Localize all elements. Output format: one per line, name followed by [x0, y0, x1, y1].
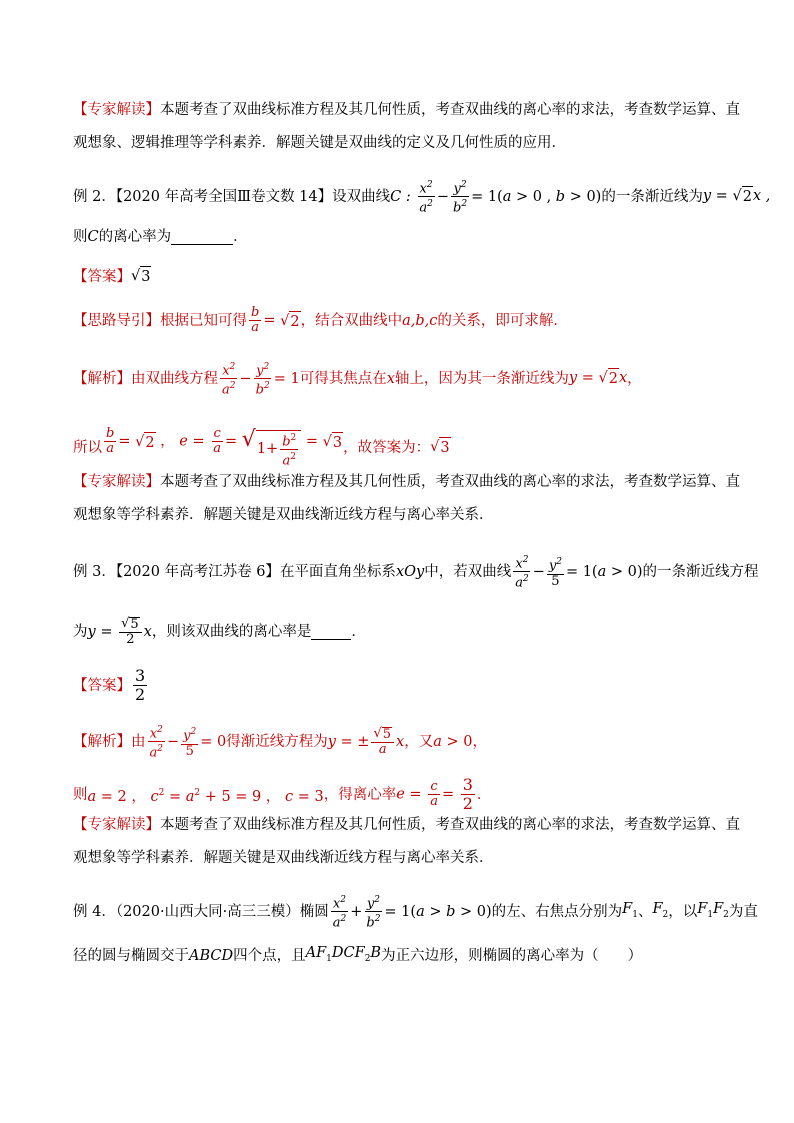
idea-tag: 【思路导引】 [73, 312, 160, 329]
question-text: 的一条渐近线为 [601, 188, 703, 205]
math-expr: √ 3 [430, 439, 450, 457]
expert-text: 本题考查了双曲线标准方程及其几何性质，考查双曲线的离心率的求法，考查数学运算、直 [160, 817, 740, 833]
question-text: 的一条渐近线方程 [642, 563, 759, 580]
analysis-text: ，又 [404, 733, 434, 750]
analysis-text: ，故答案为： [343, 439, 431, 456]
analysis-text: ， [472, 733, 487, 750]
analysis-text: 所以 [73, 439, 102, 456]
analysis-text: ． [476, 786, 492, 803]
expert-text: 观想象、逻辑推理等学科素养．解题关键是双曲线的定义及几何性质的应用． [73, 135, 566, 151]
question-text: 中，若双曲线 [424, 563, 512, 580]
question-text: 椭圆 [299, 903, 329, 920]
question-text: 径的圆与椭圆交于 [73, 947, 189, 964]
math-expr: $F_2$ [652, 900, 669, 920]
example2-analysis-line2 [73, 427, 723, 468]
example3-analysis-line2 [73, 776, 723, 813]
example-label: 例 4．（2020·山西大同·高三三模） [73, 903, 300, 920]
example2-idea [73, 306, 723, 335]
math-expr: $\frac{x^2}{a^2}$ − $\frac{y^2}{b^2}$ = 1 [222, 362, 300, 398]
expert-text: 本题考查了双曲线标准方程及其几何性质，考查双曲线的离心率的求法，考查数学运算、直 [160, 474, 740, 490]
analysis-text: 轴上，因为其一条渐近线为 [394, 370, 569, 387]
example3-question-line2 [73, 617, 723, 647]
idea-text: 的关系，即可求解． [437, 312, 568, 329]
analysis-text: 可得其焦点在 [299, 370, 387, 387]
analysis-tag: 【解析】 [73, 733, 131, 750]
example2-expert-line2 [73, 505, 723, 525]
math-expr: $AF_1DCF_2B$ [305, 945, 382, 964]
math-expr: a > 0 [433, 733, 473, 750]
math-expr: C [87, 229, 99, 245]
question-text: ． [233, 229, 248, 245]
math-expr: $\frac{x^2}{a^2}$ − $\frac{y^2}{5}$ = 1(a > 0) [515, 555, 643, 591]
question-text: 为 [73, 624, 88, 640]
math-expr: $\frac{b}{a}$ = √ 2 ， e = $\frac{c}{a}$ = √ 1+ $\frac{b^2}{a^2}$ = √ 3 [106, 426, 343, 469]
example-label: 例 2．【2020 年高考全国Ⅲ卷文数 14】 [73, 188, 333, 205]
math-expr: x [386, 370, 395, 387]
analysis-tag: 【解析】 [73, 370, 131, 387]
math-expr: $\frac{x^2}{a^2}$ − $\frac{y^2}{5}$ = 0 [149, 725, 227, 761]
question-text: ，则该双曲线的离心率是 [151, 624, 312, 640]
analysis-text: ， [627, 370, 642, 387]
example4-question-line2 [73, 943, 723, 969]
question-text: 设双曲线 [332, 188, 391, 205]
expert-p1-line1 [73, 100, 740, 120]
math-expr: y = √ 5 2 x [87, 616, 152, 647]
math-expr: y = √ 2 x , [702, 188, 771, 206]
question-text: 、 [637, 903, 653, 920]
question-text: 在平面直角坐标系 [279, 563, 396, 580]
idea-text: ，结合双曲线中 [300, 312, 403, 329]
question-text: 为直 [728, 903, 758, 920]
expert-tag: 【专家解读】 [73, 817, 160, 833]
answer-blank [171, 230, 233, 245]
math-expr: C : $\frac{x^2}{a^2}$ − $\frac{y^2}{b^2}$ = 1(a > 0 , b > 0) [390, 180, 602, 216]
math-expr: a = 2 ， $c^2 = a^2 + 5 = 9$ ， c = 3 [87, 787, 324, 805]
example2-expert-line1 [73, 472, 740, 492]
question-text: ，以 [668, 903, 698, 920]
analysis-text: 则 [73, 786, 88, 803]
expert-text: 观想象等学科素养．解题关键是双曲线渐近线方程与离心率关系． [73, 850, 494, 866]
question-text: 四个点，且 [233, 947, 306, 964]
math-expr: $\frac{3}{2}$ [135, 666, 146, 704]
question-text: 为正六边形，则椭圆的离心率为（ ） [381, 947, 643, 964]
math-expr: ABCD [189, 947, 234, 964]
math-expr: $\frac{b}{a}$ = √ 2 [251, 305, 300, 335]
question-text: 则 [73, 229, 88, 245]
math-expr: y = √ 2 x [568, 370, 628, 388]
math-expr: √ 3 [131, 268, 151, 285]
example3-answer [73, 667, 723, 704]
analysis-text: ，得离心率 [323, 786, 397, 803]
example4-question-line1 [73, 893, 758, 931]
math-expr: $\frac{x^2}{a^2}$ + $\frac{y^2}{b^2}$ = 1(a > b > 0) [332, 895, 492, 931]
example2-answer [73, 266, 723, 287]
example3-expert-line2 [73, 848, 723, 868]
example-label: 例 3．【2020 年高考江苏卷 6】 [73, 563, 280, 580]
analysis-text: 得渐近线方程为 [226, 733, 328, 750]
math-expr: y = ± √ 5 a x [327, 725, 405, 757]
math-expr: $F_1$ [622, 900, 638, 920]
expert-text: 观想象等学科素养．解题关键是双曲线渐近线方程与离心率关系． [73, 507, 494, 523]
math-expr: a,b,c [402, 312, 438, 329]
answer-tag: 【答案】 [73, 268, 131, 285]
example3-analysis-line1 [73, 723, 723, 761]
analysis-text: 由 [131, 733, 146, 750]
idea-text: 根据已知可得 [160, 312, 247, 329]
example2-question-line1 [73, 178, 771, 216]
analysis-text: 由双曲线方程 [131, 370, 218, 387]
question-text: ． [351, 624, 366, 640]
example3-expert-line1 [73, 815, 740, 835]
expert-tag: 【专家解读】 [73, 474, 160, 490]
example2-analysis-line1 [73, 360, 723, 398]
question-text: 的离心率为 [98, 229, 172, 245]
expert-p1-line2 [73, 133, 723, 153]
answer-tag: 【答案】 [73, 677, 131, 694]
expert-tag: 【专家解读】 [73, 102, 160, 118]
math-expr: e = $\frac{c}{a}$ = $\frac{3}{2}$ [396, 775, 473, 813]
question-text: 的左、右焦点分别为 [491, 903, 623, 920]
example2-question-line2 [73, 227, 723, 247]
expert-text: 本题考查了双曲线标准方程及其几何性质，考查双曲线的离心率的求法，考查数学运算、直 [160, 102, 740, 118]
answer-blank [311, 625, 351, 640]
math-expr: $F_1F_2$ [697, 900, 729, 920]
example3-question-line1 [73, 553, 759, 591]
math-expr: xOy [395, 563, 425, 580]
